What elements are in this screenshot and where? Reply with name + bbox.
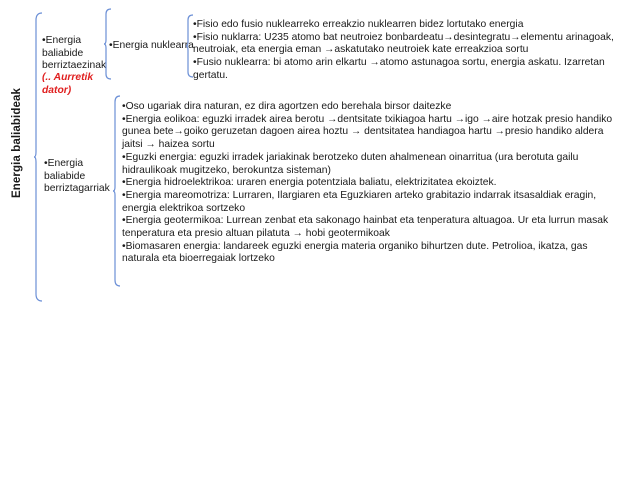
renewable-brace [113,95,121,287]
nuclear-item: •Fisio edo fusio nuklearreko erreakzio nuklearren bidez lortutako energia [193,19,524,30]
nonrenewable-label: •Energia baliabide berriztaezinak [42,35,107,72]
renewable-details [122,101,625,266]
renewable-item: •Energia hidroelektrikoa: uraren energia potentziala baliatu, elektrizitatea ekoiztek. [122,177,497,189]
nuclear-item: •Fusio nuklearra: bi atomo arin elkartu →atomo astunagoa sortu, energia askatu. Izarretan gertatu. [193,57,605,81]
nonrenewable-note: (.. Aurretik dator) [42,72,94,96]
nuclear-details [193,19,625,83]
nuclear-label: •Energia nuklearra [109,40,194,51]
renewable-item: •Eguzki energia: eguzki irradek jariakinak berotzeko duten ahalmenean oinarritua (ura berotuta gailu hidraulikoak mugitzeko, berokuntza sisteman) [122,151,579,176]
nuclear-item: •Fisio nuklarra: U235 atomo bat neutroiez bonbardeatu→desintegratu→elementu arinagoak, neutroiak, eta energia eman →askatutako neutroiek kate erreakzioa sortu [193,31,614,56]
renewable-label: •Energia baliabide berriztagarriak [44,158,110,195]
root-title-text: Energia baliabideak [11,88,24,198]
renewable-item: •Energia mareomotriza: Lurraren, Ilargiaren eta Eguzkiaren arteko grabitazio indarrak itsasaldiak eragin, energia elektrikoa sortzeko [122,189,597,214]
root-title [4,88,30,198]
renewable-item: •Oso ugariak dira naturan, ez dira agortzen edo berehala birsor daitezke [122,101,452,112]
renewable-item: •Biomasaren energia: landareek eguzki energia materia organiko bihurtzen dute. Petrolioa, ikatza, gas naturala eta bioerregaiak lortzeko [122,240,588,265]
renewable-item: •Energia geotermikoa: Lurrean zenbat eta sakonago hainbat eta tenperatura altuagoa. Ur eta lurrun masak tenperatura eta presio altuan pilatuta → hobi geotermikoak [122,215,609,240]
renewable-item: •Energia eolikoa: eguzki irradek airea berotu →dentsitate txikiagoa hartu →igo →aire hotzak presio handiko gunea bete→goiko geruzetan dagoen airea hoztu → dentsitatea handiagoa hartu →presio handiko aldera jaitsi → haizea sortu [122,113,613,151]
